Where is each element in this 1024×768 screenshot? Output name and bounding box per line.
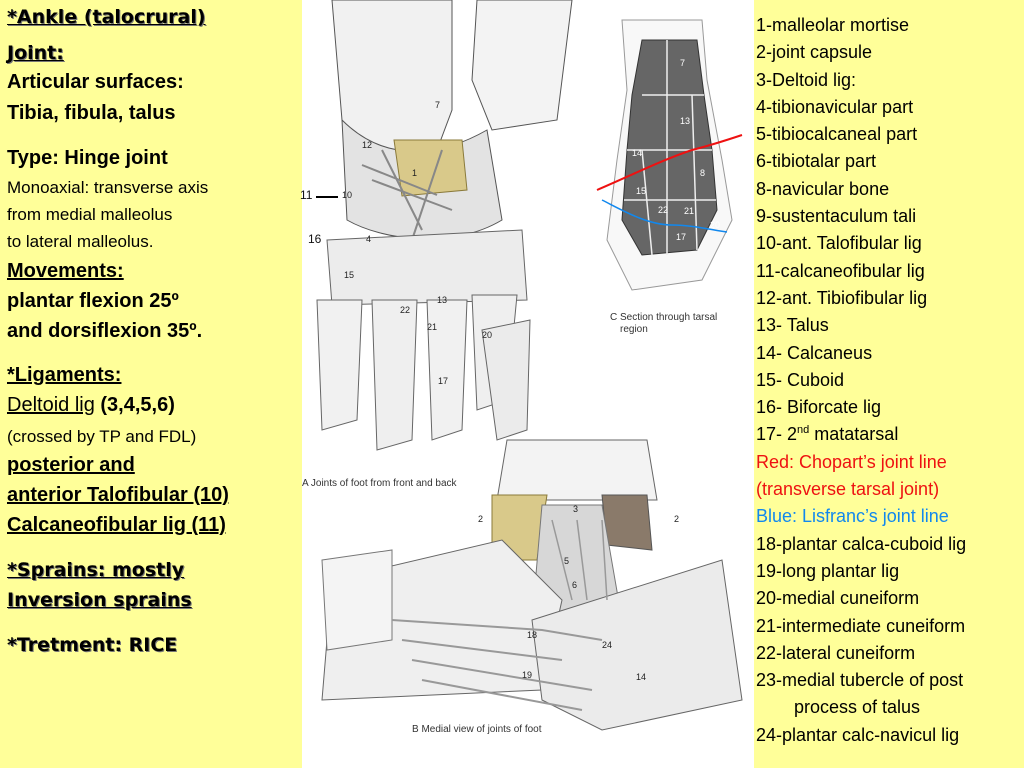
legend-item: 9-sustentaculum tali	[756, 206, 917, 227]
legend-item: 16- Biforcate lig	[756, 397, 882, 418]
deltoid-ligament-parts: (3,4,5,6)	[94, 394, 175, 416]
legend-item: 24-plantar calc-navicul lig	[756, 724, 960, 745]
articular-surfaces-value: Tibia, fibula, talus	[7, 102, 176, 124]
legend-item: 5-tibiocalcaneal part	[756, 124, 918, 145]
legend-item: 3-Deltoid lig:	[756, 69, 857, 90]
deltoid-ligament-name: Deltoid lig	[7, 394, 95, 416]
figure-a-number: 20	[482, 330, 493, 340]
figure-b-number: 18	[527, 630, 538, 640]
articular-surfaces-label: Articular surfaces:	[7, 71, 184, 93]
figure-c-number: 15	[636, 186, 647, 196]
figure-c-number: 21	[684, 206, 695, 216]
legend-item: 1-malleolar mortise	[756, 15, 910, 35]
figure-b-number: 24	[602, 640, 613, 650]
heading-joint: Joint:	[7, 42, 64, 64]
legend-panel	[756, 12, 1024, 749]
legend-chopart-line: Red: Chopart’s joint line	[756, 451, 947, 472]
figure-c-number: 22	[658, 205, 669, 215]
figure-c-number: 7	[680, 58, 686, 68]
legend-item: 18-plantar calca-cuboid lig	[756, 533, 967, 554]
figure-c-number: 8	[700, 168, 706, 178]
legend-item: 2-joint capsule	[756, 42, 873, 63]
deltoid-note: (crossed by TP and FDL)	[7, 427, 197, 446]
label-11: 11	[300, 188, 313, 202]
legend-item: 21-intermediate cuneiform	[756, 615, 966, 636]
figure-c-illustration	[597, 20, 742, 290]
legend-item: 10-ant. Talofibular lig	[756, 233, 922, 254]
legend-metatarsal-ordinal: nd	[797, 424, 810, 437]
deltoid-ligament	[7, 394, 175, 417]
legend-item: 11-calcaneofibular lig	[756, 260, 925, 281]
legend-item: 6-tibiotalar part	[756, 151, 877, 172]
figure-a-number: 12	[362, 140, 373, 150]
figure-c-number: 14	[632, 148, 643, 158]
figure-c-number: 13	[680, 116, 691, 126]
legend-item: 13- Talus	[756, 315, 829, 336]
left-text-panel	[0, 0, 302, 768]
sprains-line-1: *Sprains: mostly	[7, 559, 185, 581]
figure-b-number: 19	[522, 670, 533, 680]
ligaments-heading: *Ligaments:	[7, 364, 122, 386]
talofibular-line-1: posterior and	[7, 454, 135, 476]
legend-item: 20-medial cuneiform	[756, 588, 920, 609]
figure-a-number: 17	[438, 376, 449, 386]
figure-a-number: 22	[400, 305, 411, 315]
legend-chopart-note: (transverse tarsal joint)	[756, 479, 940, 500]
sprains-line-2: Inversion sprains	[7, 589, 192, 611]
figure-b-number: 2	[478, 514, 484, 524]
calcaneofibular-ligament: Calcaneofibular lig (11)	[7, 514, 226, 536]
figure-a-number: 15	[344, 270, 355, 280]
figure-b-number: 6	[572, 580, 578, 590]
axis-line-2: from medial malleolus	[7, 205, 173, 224]
figure-c-number: 17	[676, 232, 687, 242]
figure-a-number: 13	[437, 295, 448, 305]
legend-item-metatarsal	[756, 421, 1024, 448]
legend-item: 19-long plantar lig	[756, 560, 900, 581]
label-16: 16	[308, 232, 322, 246]
movement-plantar-flexion: plantar flexion 25º	[7, 290, 179, 312]
movement-dorsiflexion: and dorsiflexion 35º.	[7, 320, 203, 342]
legend-metatarsal-suffix: matatarsal	[809, 424, 899, 445]
caption-figure-c-line-2: region	[620, 324, 648, 335]
legend-item: 8-navicular bone	[756, 178, 890, 199]
axis-line-1: Monoaxial: transverse axis	[7, 178, 209, 197]
figure-a-number: 7	[435, 100, 441, 110]
figure-c-number: 20	[710, 220, 721, 230]
legend-item: 15- Cuboid	[756, 369, 845, 390]
figure-a-number: 10	[342, 190, 353, 200]
legend-item: 22-lateral cuneiform	[756, 642, 916, 663]
figure-b-number: 14	[636, 672, 647, 682]
treatment-line: *Tretment: RICE	[7, 634, 178, 656]
caption-figure-c-line-1: C Section through tarsal	[610, 312, 718, 323]
figure-a-number: 1	[412, 168, 418, 178]
legend-item: 23-medial tubercle of post	[756, 670, 964, 691]
axis-line-3: to lateral malleolus.	[7, 232, 154, 251]
caption-figure-b: B Medial view of joints of foot	[412, 724, 542, 735]
legend-item: 14- Calcaneus	[756, 342, 873, 363]
legend-metatarsal-prefix: 17- 2	[756, 424, 798, 445]
legend-item-continuation: process of talus	[794, 697, 921, 718]
legend-item: 4-tibionavicular part	[756, 96, 914, 117]
legend-item: 12-ant. Tibiofibular lig	[756, 287, 928, 308]
figure-a-number: 21	[427, 322, 438, 332]
figure-a-number: 4	[366, 234, 372, 244]
joint-type: Type: Hinge joint	[7, 147, 168, 169]
anatomy-figure	[302, 0, 754, 768]
caption-figure-a: A Joints of foot from front and back	[302, 478, 457, 489]
movements-heading: Movements:	[7, 260, 124, 282]
heading-ankle-joint: *Ankle (talocrural)	[7, 6, 206, 28]
legend-lisfranc-line: Blue: Lisfranc’s joint line	[756, 506, 949, 527]
figure-b-number: 2	[674, 514, 680, 524]
figure-b-number: 3	[573, 504, 579, 514]
figure-b-number: 5	[564, 556, 570, 566]
label-11-pointer	[316, 196, 338, 198]
talofibular-line-2: anterior Talofibular (10)	[7, 484, 229, 506]
